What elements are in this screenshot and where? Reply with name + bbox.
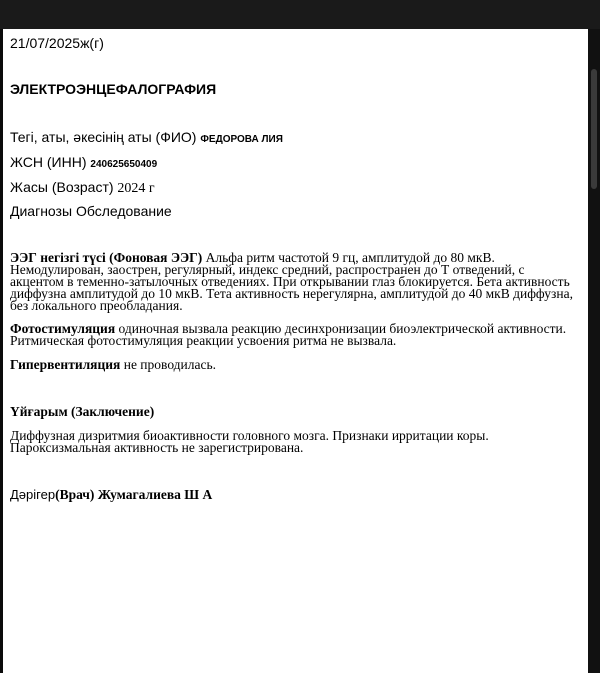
doctor-signature-line <box>10 489 585 501</box>
background-heading: ЭЭГ негізгі түсі (Фоновая ЭЭГ) <box>10 250 203 265</box>
iin-label: ЖСН (ИНН) <box>10 154 87 170</box>
hypervent-heading: Гипервентиляция <box>10 357 121 372</box>
doctor-label-kz: Дәрігер <box>10 487 56 502</box>
scrollbar-thumb[interactable] <box>591 69 597 189</box>
background-line3: акцентом в теменно-затылочных отведениях. При открывании глаз блокируется. Бета активность <box>10 274 570 289</box>
conclusion-line1: Диффузная дизритмия биоактивности головного мозга. Признаки ирритации коры. <box>10 428 489 443</box>
diagnosis-label: Диагнозы <box>10 203 73 219</box>
report-date: 21/07/2025ж(г) <box>10 35 104 51</box>
doctor-label-ru: (Врач) <box>55 487 95 502</box>
document-page <box>3 29 588 673</box>
photostim-line2: Ритмическая фотостимуляция реакции усвоения ритма не вызвала. <box>10 333 397 348</box>
age-label: Жасы (Возраст) <box>10 179 114 195</box>
iin-value: 240625650409 <box>90 159 158 170</box>
background-line5: без локального преобладания. <box>10 298 183 313</box>
background-line2: Немодулирован, заострен, регулярный, индекс средний, распространен до Т отведений, с <box>10 262 525 277</box>
photostim-heading: Фотостимуляция <box>10 321 116 336</box>
age-value: 2024 г <box>117 181 155 196</box>
doctor-name: Жумагалиева Ш А <box>97 487 213 502</box>
fio-label: Тегі, аты, әкесінің аты (ФИО) <box>10 129 197 145</box>
conclusion-heading: Үйғарым (Заключение) <box>10 404 155 419</box>
background-eeg-section <box>10 252 585 312</box>
diagnosis-row <box>10 203 172 219</box>
conclusion-line2: Пароксизмальная активность не зарегистрирована. <box>10 440 304 455</box>
patient-iin-row <box>10 154 157 170</box>
hyperventilation-section <box>10 359 585 371</box>
conclusion-section <box>10 430 585 454</box>
patient-fio-row <box>10 129 283 145</box>
vertical-scrollbar[interactable] <box>588 29 600 673</box>
photostim-line1: одиночная вызвала реакцию десинхронизации биоэлектрической активности. <box>118 321 567 336</box>
photostimulation-section <box>10 323 585 347</box>
patient-age-row <box>10 179 155 197</box>
diagnosis-value: Обследование <box>75 203 172 219</box>
report-title: ЭЛЕКТРОЭНЦЕФАЛОГРАФИЯ <box>10 81 217 97</box>
viewer-top-bar <box>0 0 600 29</box>
background-line1: Альфа ритм частотой 9 гц, амплитудой до 80 мкВ. <box>205 250 495 265</box>
fio-value: ФЕДОРОВА ЛИЯ <box>200 134 283 145</box>
background-line4: диффузна амплитудой до 10 мкВ. Тета активность нерегулярна, амплитудой до 40 мкВ диффузна, <box>10 286 573 301</box>
hypervent-text: не проводилась. <box>123 357 217 372</box>
